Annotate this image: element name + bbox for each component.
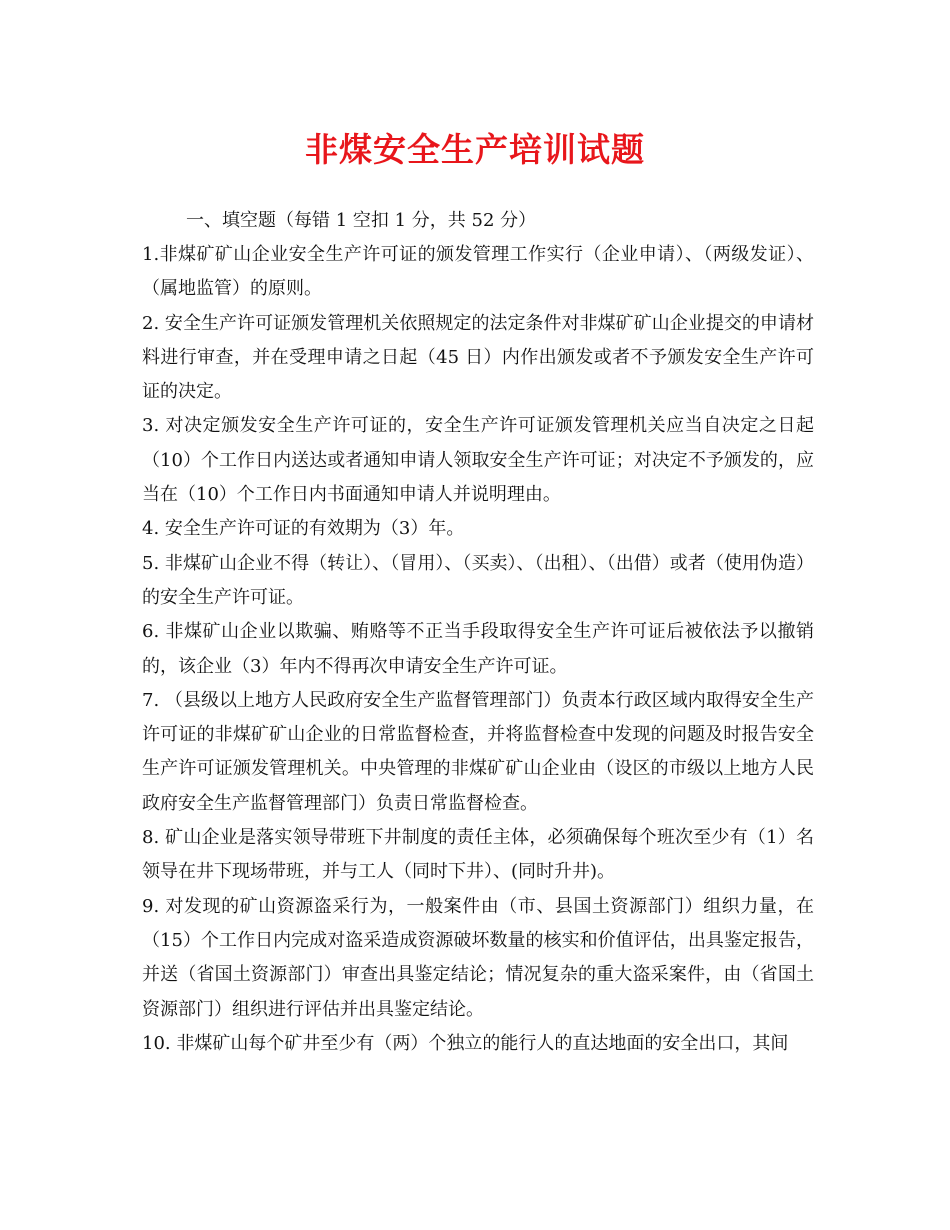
question-list xyxy=(142,238,814,1061)
page-title: 非煤安全生产培训试题 xyxy=(305,130,645,169)
question-8: 8. 矿山企业是落实领导带班下井制度的责任主体，必须确保每个班次至少有（1）名领导在井下现场带班，并与工人（同时下井）、(同时升井)。 xyxy=(142,827,814,883)
question-3: 3. 对决定颁发安全生产许可证的，安全生产许可证颁发管理机关应当自决定之日起（10）个工作日内送达或者通知申请人领取安全生产许可证；对决定不予颁发的，应当在（10）个工作日内书面通知申请人并说明理由。 xyxy=(142,415,814,506)
question-10: 10. 非煤矿山每个矿井至少有（两）个独立的能行人的直达地面的安全出口，其间 xyxy=(142,1032,789,1054)
question-1: 1.非煤矿矿山企业安全生产许可证的颁发管理工作实行（企业申请）、（两级发证）、（属地监管）的原则。 xyxy=(142,244,814,300)
question-4: 4. 安全生产许可证的有效期为（3）年。 xyxy=(142,518,465,540)
question-6: 6. 非煤矿山企业以欺骗、贿赂等不正当手段取得安全生产许可证后被依法予以撤销的，该企业（3）年内不得再次申请安全生产许可证。 xyxy=(142,621,814,677)
question-5: 5. 非煤矿山企业不得（转让）、（冒用）、（买卖）、（出租）、（出借）或者（使用伪造）的安全生产许可证。 xyxy=(142,552,814,608)
question-7: 7. （县级以上地方人民政府安全生产监督管理部门）负责本行政区域内取得安全生产许可证的非煤矿矿山企业的日常监督检查，并将监督检查中发现的问题及时报告安全生产许可证颁发管理机关。中央管理的非煤矿矿山企业由（设区的市级以上地方人民政府安全生产监督管理部门）负责日常监督检查。 xyxy=(142,689,814,814)
question-2: 2. 安全生产许可证颁发管理机关依照规定的法定条件对非煤矿矿山企业提交的申请材料进行审查，并在受理申请之日起（45 日）内作出颁发或者不予颁发安全生产许可证的决定。 xyxy=(142,312,814,403)
question-9: 9. 对发现的矿山资源盗采行为，一般案件由（市、县国土资源部门）组织力量，在（15）个工作日内完成对盗采造成资源破坏数量的核实和价值评估，出具鉴定报告，并送（省国土资源部门）审查出具鉴定结论；情况复杂的重大盗采案件，由（省国土资源部门）组织进行评估并出具鉴定结论。 xyxy=(142,895,814,1020)
section-heading: 一、填空题（每错 1 空扣 1 分，共 52 分） xyxy=(186,210,537,231)
